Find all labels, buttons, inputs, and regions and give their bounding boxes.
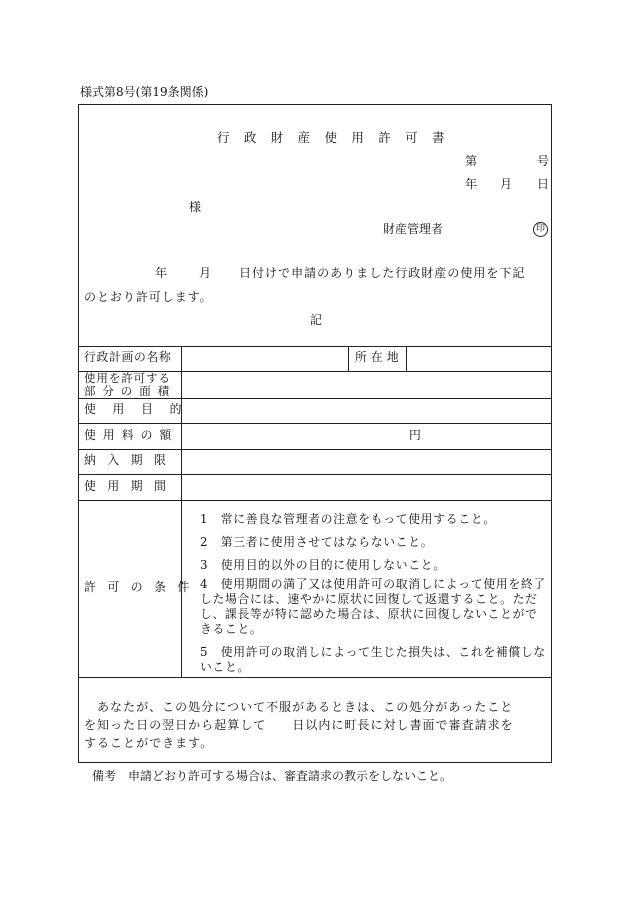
purpose-label: 使用目的 [84,402,199,416]
row-rule [78,449,552,450]
condition-item: 4 使用期間の満了又は使用許可の取消しによって使用を終了した場合には、速やかに原状に回復して返還すること。ただし、課長等が特に認めた場合は、原状に回復しないことができること。 [200,577,546,636]
intro-line1: 日付けで申請のありました行政財産の使用を下記 [239,266,526,280]
location-divider-right [406,346,407,371]
area-label-line1: 使用を許可する [84,371,171,385]
condition-item: 5 使用許可の取消しによって生じた損失は、これを補償しないこと。 [200,645,546,674]
issuer-label: 財産管理者 [383,222,444,236]
document-title: 行政財産使用許可書 [217,130,459,145]
number-go: 号 [537,154,550,168]
intro-year: 年 [155,266,168,280]
seal-mark: 印 [533,222,548,237]
table-top-rule [78,346,552,347]
location-divider-left [348,346,349,371]
ki-heading: 記 [310,313,323,327]
location-label: 所在地 [355,350,403,364]
form-reference: 様式第8号(第19条関係) [80,85,209,99]
addressee-suffix: 様 [189,200,202,214]
appeal-line1: あなたが、この処分について不服があるときは、この処分があったこと [84,700,514,714]
condition-item: 2 第三者に使用させてはならないこと。 [200,535,434,549]
appeal-line2: を知った日の翌日から起算して 日以内に町長に対し書面で審査請求を [84,718,514,732]
row-rule [78,500,552,501]
number-dai: 第 [465,154,478,168]
row-rule [78,398,552,399]
date-month: 月 [500,177,513,191]
condition-item: 3 使用目的以外の目的に使用しないこと。 [200,558,446,572]
conditions-label: 許可の条件 [84,580,201,594]
plan-name-label: 行政計画の名称 [84,350,172,364]
condition-item: 1 常に善良な管理者の注意をもって使用すること。 [200,512,496,526]
fee-label: 使用料の額 [84,428,179,442]
label-column-divider [181,346,182,677]
intro-line2: のとおり許可します。 [84,290,213,304]
yen-unit: 円 [409,428,421,442]
area-label-line2: 部分の面積 [84,384,176,398]
row-rule [78,423,552,424]
intro-month: 月 [199,266,212,280]
payment-deadline-label: 納入期限 [84,453,178,467]
usage-period-label: 使用期間 [84,479,178,493]
date-day: 日 [537,177,550,191]
table-bottom-rule [78,677,552,678]
remarks-note: 備考 申請どおり許可する場合は、審査請求の教示をしないこと。 [92,769,453,783]
row-rule [78,474,552,475]
appeal-line3: することができます。 [84,736,214,750]
date-year: 年 [465,177,478,191]
